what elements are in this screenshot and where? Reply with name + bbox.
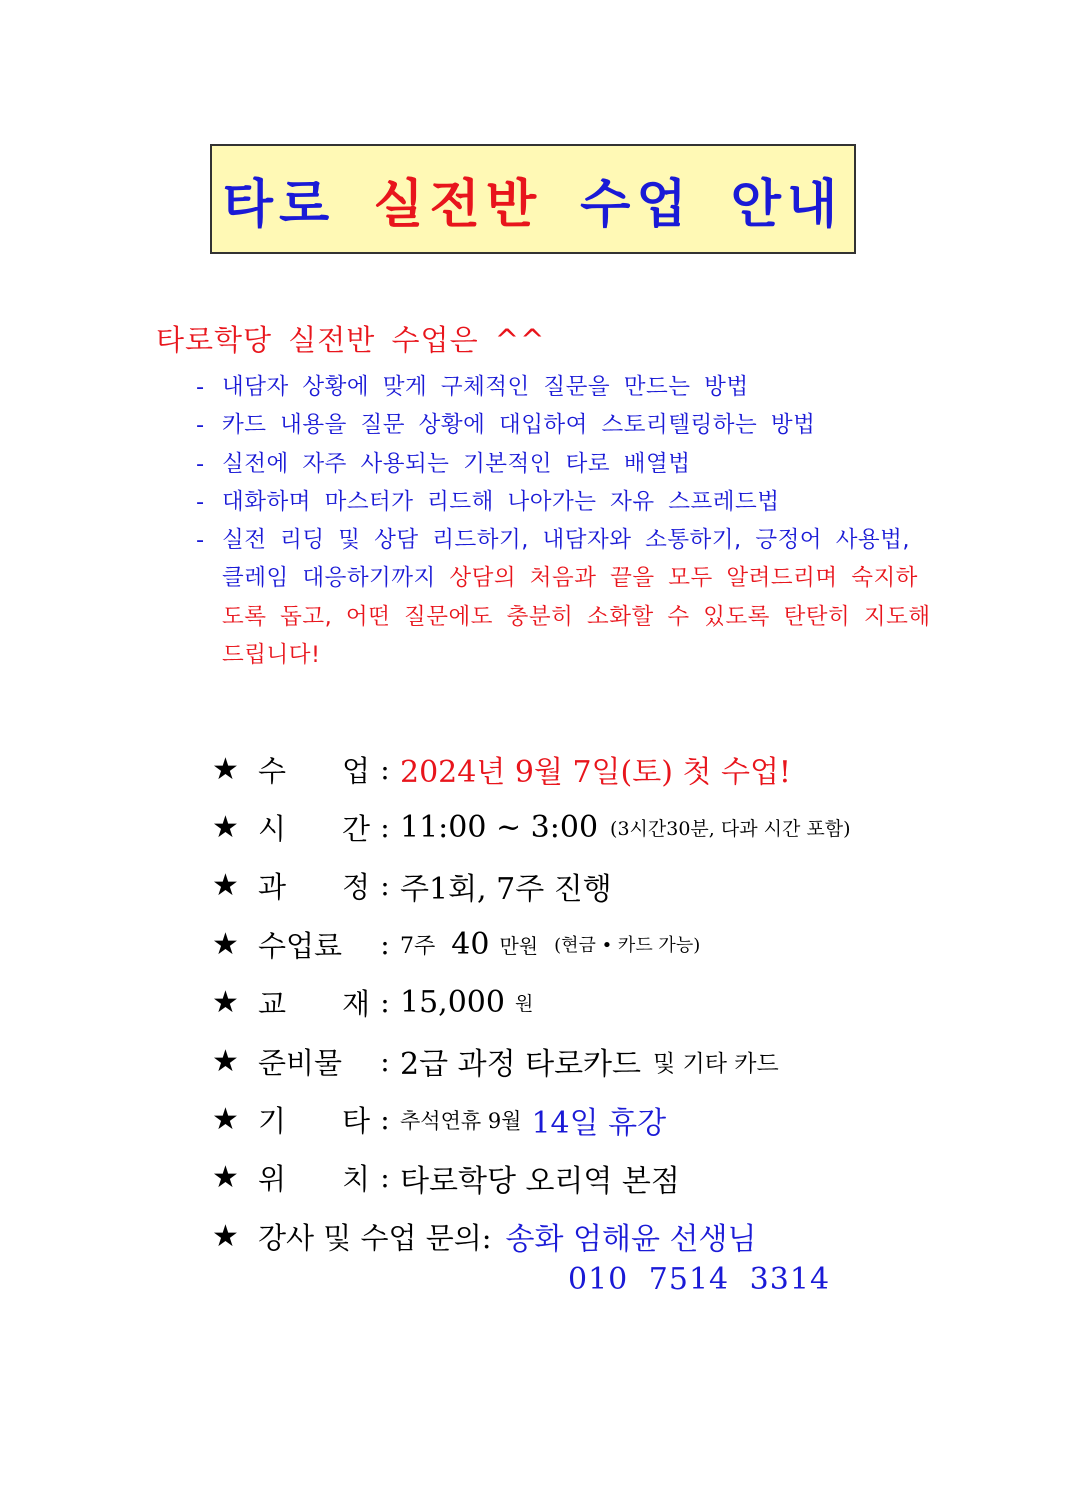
label-char: 시 [258, 812, 287, 847]
info-label-course [258, 865, 370, 906]
bullet-text: 내담자 상황에 맞게 구체적인 질문을 만드는 방법 [222, 374, 749, 400]
colon: : [380, 1103, 390, 1137]
info-label-location [258, 1157, 370, 1198]
colon: : [380, 1161, 390, 1195]
star-icon: ★ [212, 985, 239, 1021]
star-icon: ★ [212, 751, 239, 787]
label-char: 치 [341, 1162, 370, 1197]
info-label-materials: 준비물 [258, 1045, 343, 1080]
info-value-fee-weeks: 7주 [400, 933, 436, 959]
colon: : [380, 752, 390, 786]
label-char: 수 [258, 753, 287, 788]
info-value-materials: 2급 과정 타로카드 [400, 1047, 642, 1083]
info-row-time [212, 798, 1032, 856]
star-icon: ★ [212, 868, 239, 904]
info-unit-textbook: 원 [514, 993, 534, 1016]
info-label-class [258, 749, 370, 790]
label-char: 타 [341, 1104, 370, 1139]
title-part-tarot: 타로 [222, 174, 336, 235]
label-char: 교 [258, 987, 287, 1022]
bullet-text-blue: 실전 리딩 및 상담 리드하기, 내담자와 소통하기, 긍정어 사용법, 클레임 대응하기까지 [222, 527, 911, 592]
class-info-list [212, 740, 1032, 1266]
info-label-time [258, 807, 370, 848]
dash-marker: - [196, 374, 205, 400]
info-value-fee-amount: 40 [451, 926, 490, 962]
star-icon: ★ [212, 810, 239, 846]
info-row-textbook [212, 974, 1032, 1032]
colon: : [380, 986, 390, 1020]
label-char: 과 [258, 870, 287, 905]
info-row-fee [212, 915, 1032, 973]
bullet-text: 실전에 자주 사용되는 기본적인 타로 배열법 [222, 450, 691, 477]
info-value-etc-prefix: 추석연휴 9월 [400, 1108, 522, 1133]
info-label-textbook [258, 982, 370, 1023]
colon: : [380, 811, 390, 845]
dash-marker: - [196, 488, 205, 515]
info-label-etc [258, 1099, 370, 1140]
info-label-contact: 강사 및 수업 문의: [258, 1220, 492, 1255]
intro-heading: 타로학당 실전반 수업은 ^^ [156, 323, 546, 357]
info-value-class: 2024년 9월 7일(토) 첫 수업! [400, 755, 791, 791]
info-value-textbook: 15,000 [400, 985, 505, 1021]
contact-phone: 010 7514 3314 [568, 1262, 831, 1297]
title-box [210, 144, 856, 254]
info-note-materials: 및 기타 카드 [653, 1050, 779, 1077]
page-title [223, 162, 843, 237]
info-label-fee: 수업료 [258, 928, 343, 963]
label-char: 정 [341, 870, 370, 905]
colon: : [380, 1044, 390, 1078]
info-value-contact: 송화 엄해윤 선생님 [505, 1222, 757, 1258]
info-note-fee: (현금 • 카드 가능) [554, 935, 701, 957]
info-row-etc [212, 1090, 1032, 1148]
dash-marker: - [196, 450, 205, 477]
info-value-course: 주1회, 7주 진행 [400, 871, 612, 907]
star-icon: ★ [212, 1043, 239, 1079]
title-part-practical: 실전반 [373, 174, 543, 235]
list-item [196, 406, 936, 444]
colon: : [380, 927, 390, 961]
info-row-class [212, 740, 1032, 798]
label-char: 재 [341, 987, 370, 1022]
star-icon: ★ [212, 1160, 239, 1196]
intro-bullet-list [196, 368, 936, 674]
star-icon: ★ [212, 926, 239, 962]
info-note-time: (3시간30분, 다과 시간 포함) [610, 818, 851, 841]
label-char: 기 [258, 1104, 287, 1139]
list-item [196, 521, 936, 674]
dash-marker: - [196, 527, 205, 554]
list-item [196, 445, 936, 483]
info-row-location [212, 1149, 1032, 1207]
info-row-contact [212, 1207, 1032, 1265]
info-value-location: 타로학당 오리역 본점 [400, 1163, 680, 1199]
info-value-time: 11:00 ~ 3:00 [400, 810, 599, 846]
star-icon: ★ [212, 1102, 239, 1138]
label-char: 업 [341, 753, 370, 788]
info-row-materials [212, 1032, 1032, 1090]
info-value-fee-unit: 만원 [499, 933, 539, 958]
bullet-text: 카드 내용을 질문 상황에 대입하여 스토리텔링하는 방법 [222, 412, 816, 439]
info-row-course [212, 857, 1032, 915]
title-part-class-info: 수업 안내 [580, 174, 844, 235]
list-item [196, 483, 936, 521]
list-item [196, 368, 936, 406]
label-char: 위 [258, 1162, 287, 1197]
bullet-text: 대화하며 마스터가 리드해 나아가는 자유 스프레드법 [222, 488, 780, 515]
star-icon: ★ [212, 1218, 239, 1254]
info-value-etc-closure: 14일 휴강 [531, 1105, 667, 1141]
colon: : [380, 869, 390, 903]
bullet-text-red: 상담의 처음과 끝을 모두 알려드리며 숙지하도록 돕고, 어떤 질문에도 충분히 소화할 수 있도록 탄탄히 지도해 드립니다! [222, 565, 931, 669]
dash-marker: - [196, 412, 205, 439]
label-char: 간 [341, 812, 370, 847]
